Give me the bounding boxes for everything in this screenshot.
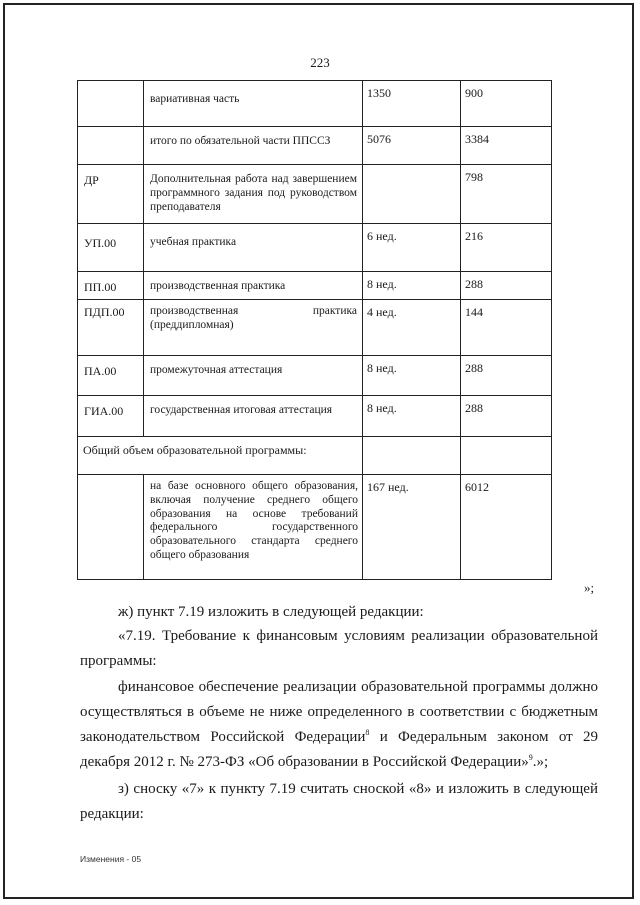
paragraph-item-zh: ж) пункт 7.19 изложить в следующей редакции: (118, 604, 424, 620)
table-cell-hours: 288 (461, 396, 552, 437)
table-cell-code (78, 475, 144, 580)
table-row (78, 475, 552, 580)
financing-text-part2: и Федеральным законом от 29 декабря 2012 г. № 273-ФЗ «Об образовании в Российской Федерации» (80, 729, 598, 770)
table-cell-code: ПДП.00 (78, 300, 144, 356)
table-cell-code (78, 127, 144, 165)
table-cell-name: на базе основного общего образования, включая получение среднего общего образования на основе требований федерального государственного образовательного стандарта среднего общего образования (144, 475, 363, 580)
table-cell-weeks: 8 нед. (363, 272, 461, 300)
table-cell-hours: 216 (461, 224, 552, 272)
table-cell-weeks: 8 нед. (363, 396, 461, 437)
table-row (78, 165, 552, 224)
table-row (78, 224, 552, 272)
paragraph-financing (80, 675, 598, 775)
table-cell-weeks: 5076 (363, 127, 461, 165)
table-cell-hours: 900 (461, 81, 552, 127)
paragraph-item-z: з) сноску «7» к пункту 7.19 считать сноской «8» и изложить в следующей редакции: (80, 781, 598, 822)
table-row (78, 356, 552, 396)
table-cell-hours: 288 (461, 356, 552, 396)
table-cell-hours (461, 437, 552, 475)
table-cell-weeks: 6 нед. (363, 224, 461, 272)
table-cell-hours: 288 (461, 272, 552, 300)
table-cell-hours: 6012 (461, 475, 552, 580)
table-row (78, 81, 552, 127)
table-cell-hours: 144 (461, 300, 552, 356)
table-cell-name: учебная практика (144, 224, 363, 272)
table-cell-code (78, 81, 144, 127)
table-row (78, 300, 552, 356)
footnote-ref-8[interactable]: 8 (365, 728, 370, 737)
table-cell-hours: 3384 (461, 127, 552, 165)
table-cell-weeks: 1350 (363, 81, 461, 127)
table-cell-name: итого по обязательной части ППССЗ (144, 127, 363, 165)
table-cell-total-label: Общий объем образовательной программы: (78, 437, 363, 475)
table-cell-name: производственная практика (144, 272, 363, 300)
table-cell-code: ПП.00 (78, 272, 144, 300)
table-closing-quote: »; (584, 580, 595, 595)
table-cell-name: вариативная часть (144, 81, 363, 127)
table-cell-weeks: 8 нед. (363, 356, 461, 396)
footnote-ref-9[interactable]: 9 (528, 753, 533, 762)
paragraph-quote-7-19: «7.19. Требование к финансовым условиям реализации образовательной программы: (80, 628, 598, 669)
table-cell-code: ГИА.00 (78, 396, 144, 437)
table-cell-weeks (363, 165, 461, 224)
table-cell-weeks (363, 437, 461, 475)
financing-text-part1: финансовое обеспечение реализации образовательной программы должно осуществляться в объеме не ниже определенного в соответствии с бюджетным законодательством Российской Федерации (80, 679, 598, 745)
page-footer: Изменения - 05 (80, 854, 142, 864)
table-cell-code: ПА.00 (78, 356, 144, 396)
table-cell-hours: 798 (461, 165, 552, 224)
table-cell-name: производственная практика (преддипломная) (144, 300, 363, 356)
curriculum-table (77, 80, 552, 580)
table-cell-code: УП.00 (78, 224, 144, 272)
financing-text-part3: .»; (532, 754, 549, 770)
table-cell-weeks: 4 нед. (363, 300, 461, 356)
page-number: 223 (310, 55, 330, 70)
table-cell-name: государственная итоговая аттестация (144, 396, 363, 437)
table-row (78, 127, 552, 165)
table-row (78, 396, 552, 437)
table-row-total (78, 437, 552, 475)
table-row (78, 272, 552, 300)
table-cell-weeks: 167 нед. (363, 475, 461, 580)
table-cell-name: промежуточная аттестация (144, 356, 363, 396)
table-cell-code: ДР (78, 165, 144, 224)
table-cell-name: Дополнительная работа над завершением программного задания под руководством преподавателя (144, 165, 363, 224)
